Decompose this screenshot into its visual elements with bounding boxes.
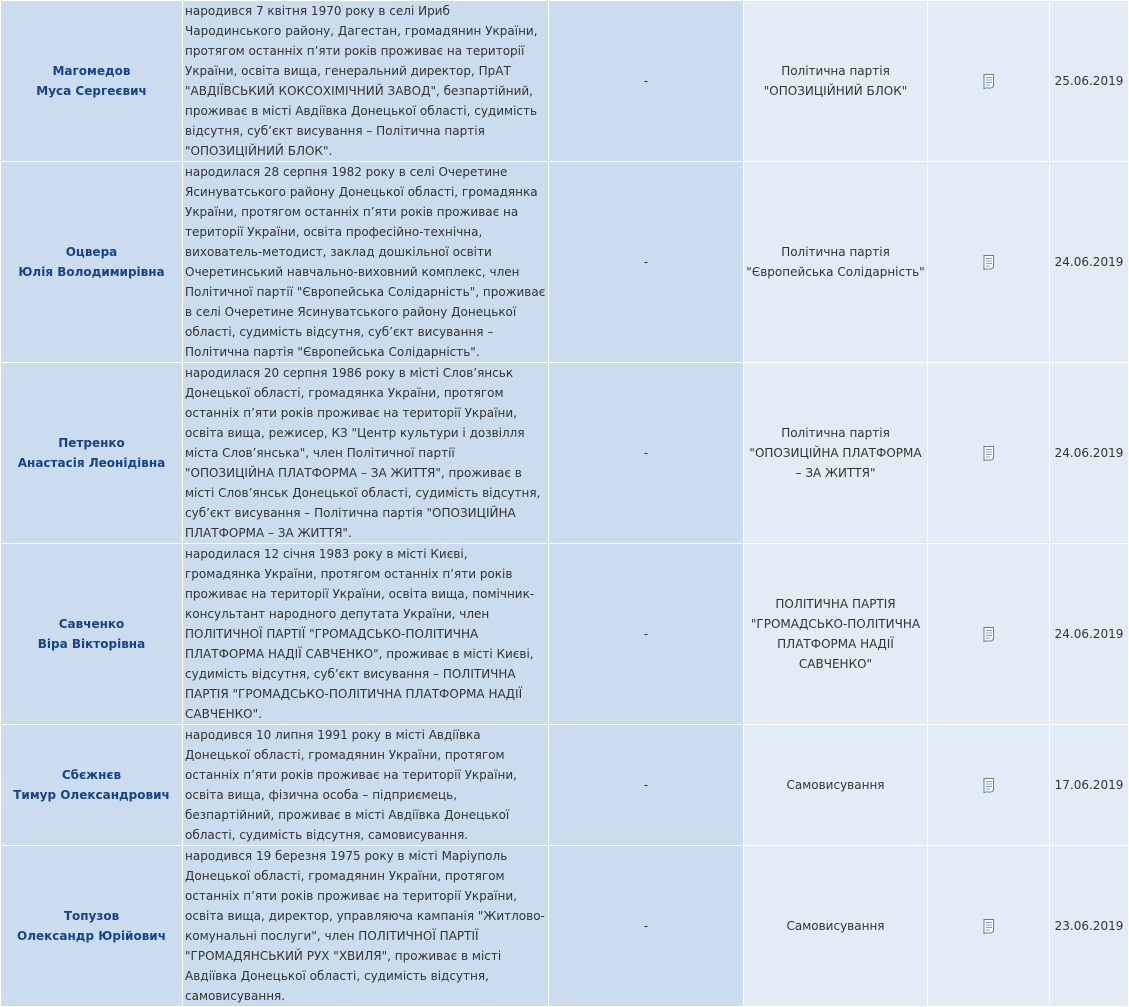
candidate-last-name: Магомедов bbox=[52, 64, 131, 78]
candidate-party: Політична партія "Європейська Солідарність" bbox=[744, 162, 927, 362]
candidate-party: Самовисування bbox=[744, 846, 927, 1006]
candidate-first-name: Віра Вікторівна bbox=[37, 637, 146, 651]
candidate-name-cell bbox=[1, 846, 182, 1006]
document-icon[interactable] bbox=[981, 777, 997, 794]
submission-date: 23.06.2019 bbox=[1050, 846, 1128, 1006]
document-icon[interactable] bbox=[981, 918, 997, 935]
candidate-name-cell bbox=[1, 363, 182, 543]
candidate-status: - bbox=[549, 1, 743, 161]
candidate-bio: народився 7 квітня 1970 року в селі Ириб Чародинського району, Дагестан, громадянин України, протягом останніх п’яти років проживає на території України, освіта вища, генеральний директор, ПрАТ "АВДІЇВСЬКИЙ КОКСОХІМІЧНИЙ ЗАВОД", безпартійний, проживає в місті Авдіївка Донецької області, судимість відсутня, суб’єкт висування – Політична партія "ОПОЗИЦІЙНИЙ БЛОК". bbox=[183, 1, 548, 161]
candidate-bio: народилася 12 січня 1983 року в місті Києві, громадянка України, протягом останніх п’яти років проживає на території України, освіта вища, помічник-консультант народного депутата України, член ПОЛІТИЧНОЇ ПАРТІЇ "ГРОМАДСЬКО-ПОЛІТИЧНА ПЛАТФОРМА НАДІЇ САВЧЕНКО", проживає в місті Києві, судимість відсутня, суб’єкт висування – ПОЛІТИЧНА ПАРТІЯ "ГРОМАДСЬКО-ПОЛІТИЧНА ПЛАТФОРМА НАДІЇ САВЧЕНКО". bbox=[183, 544, 548, 724]
candidate-status: - bbox=[549, 162, 743, 362]
candidate-name-cell bbox=[1, 1, 182, 161]
document-cell bbox=[928, 725, 1049, 845]
candidate-bio: народилася 28 серпня 1982 року в селі Очеретине Ясинуватського району Донецької області, громадянка України, протягом останніх п’яти років проживає на території України, освіта професійно-технічна, вихователь-методист, заклад дошкільної освіти Очеретинський навчально-виховний комплекс, член Політичної партії "Європейська Солідарність", проживає в селі Очеретине Ясинуватського району Донецької області, судимість відсутня, суб’єкт висування – Політична партія "Європейська Солідарність". bbox=[183, 162, 548, 362]
candidate-status: - bbox=[549, 725, 743, 845]
document-cell bbox=[928, 1, 1049, 161]
candidate-first-name: Юлія Володимирівна bbox=[18, 265, 165, 279]
candidate-first-name: Муса Сергеєвич bbox=[36, 84, 147, 98]
submission-date: 24.06.2019 bbox=[1050, 363, 1128, 543]
document-cell bbox=[928, 846, 1049, 1006]
candidate-name-cell bbox=[1, 725, 182, 845]
document-icon[interactable] bbox=[981, 254, 997, 271]
candidate-name-cell bbox=[1, 162, 182, 362]
candidate-last-name: Сбєжнєв bbox=[61, 768, 122, 782]
candidate-party: ПОЛІТИЧНА ПАРТІЯ "ГРОМАДСЬКО-ПОЛІТИЧНА ПЛАТФОРМА НАДІЇ САВЧЕНКО" bbox=[744, 544, 927, 724]
candidate-bio: народився 19 березня 1975 року в місті Маріуполь Донецької області, громадянин України, протягом останніх п’яти років проживає на території України, освіта вища, директор, управляюча кампанія "Житлово-комунальні послуги", член ПОЛІТИЧНОЇ ПАРТІЇ "ГРОМАДЯНСЬКИЙ РУХ "ХВИЛЯ", проживає в місті Авдіївка Донецької області, судимість відсутня, самовисування. bbox=[183, 846, 548, 1006]
document-cell bbox=[928, 544, 1049, 724]
candidate-party: Політична партія "ОПОЗИЦІЙНИЙ БЛОК" bbox=[744, 1, 927, 161]
candidate-status: - bbox=[549, 363, 743, 543]
candidate-status: - bbox=[549, 544, 743, 724]
table-row bbox=[1, 363, 1128, 543]
document-icon[interactable] bbox=[981, 73, 997, 90]
candidate-first-name: Олександр Юрійович bbox=[17, 929, 166, 943]
table-row bbox=[1, 1, 1128, 161]
document-cell bbox=[928, 363, 1049, 543]
document-icon[interactable] bbox=[981, 626, 997, 643]
candidate-last-name: Оцвера bbox=[65, 245, 118, 259]
candidate-party: Самовисування bbox=[744, 725, 927, 845]
submission-date: 24.06.2019 bbox=[1050, 162, 1128, 362]
candidate-party: Політична партія "ОПОЗИЦІЙНА ПЛАТФОРМА – ЗА ЖИТТЯ" bbox=[744, 363, 927, 543]
candidate-bio: народився 10 липня 1991 року в місті Авдіївка Донецької області, громадянин України, протягом останніх п’яти років проживає на території України, освіта вища, фізична особа – підприємець, безпартійний, проживає в місті Авдіївка Донецької області, судимість відсутня, самовисування. bbox=[183, 725, 548, 845]
candidate-first-name: Анастасія Леонідівна bbox=[17, 456, 166, 470]
candidate-last-name: Топузов bbox=[63, 909, 120, 923]
document-cell bbox=[928, 162, 1049, 362]
table-row bbox=[1, 162, 1128, 362]
submission-date: 24.06.2019 bbox=[1050, 544, 1128, 724]
candidate-last-name: Савченко bbox=[58, 617, 125, 631]
table-row bbox=[1, 725, 1128, 845]
document-icon[interactable] bbox=[981, 445, 997, 462]
candidate-last-name: Петренко bbox=[58, 436, 125, 450]
table-row bbox=[1, 846, 1128, 1006]
candidate-name-cell bbox=[1, 544, 182, 724]
submission-date: 17.06.2019 bbox=[1050, 725, 1128, 845]
candidate-first-name: Тимур Олександрович bbox=[13, 788, 170, 802]
candidate-status: - bbox=[549, 846, 743, 1006]
table-row bbox=[1, 544, 1128, 724]
submission-date: 25.06.2019 bbox=[1050, 1, 1128, 161]
candidate-bio: народилася 20 серпня 1986 року в місті Слов’янськ Донецької області, громадянка України, протягом останніх п’яти років проживає на території України, освіта вища, режисер, КЗ "Центр культури і дозвілля міста Слов’янська", член Політичної партії "ОПОЗИЦІЙНА ПЛАТФОРМА – ЗА ЖИТТЯ", проживає в місті Слов’янськ Донецької області, судимість відсутня, суб’єкт висування – Політична партія "ОПОЗИЦІЙНА ПЛАТФОРМА – ЗА ЖИТТЯ". bbox=[183, 363, 548, 543]
